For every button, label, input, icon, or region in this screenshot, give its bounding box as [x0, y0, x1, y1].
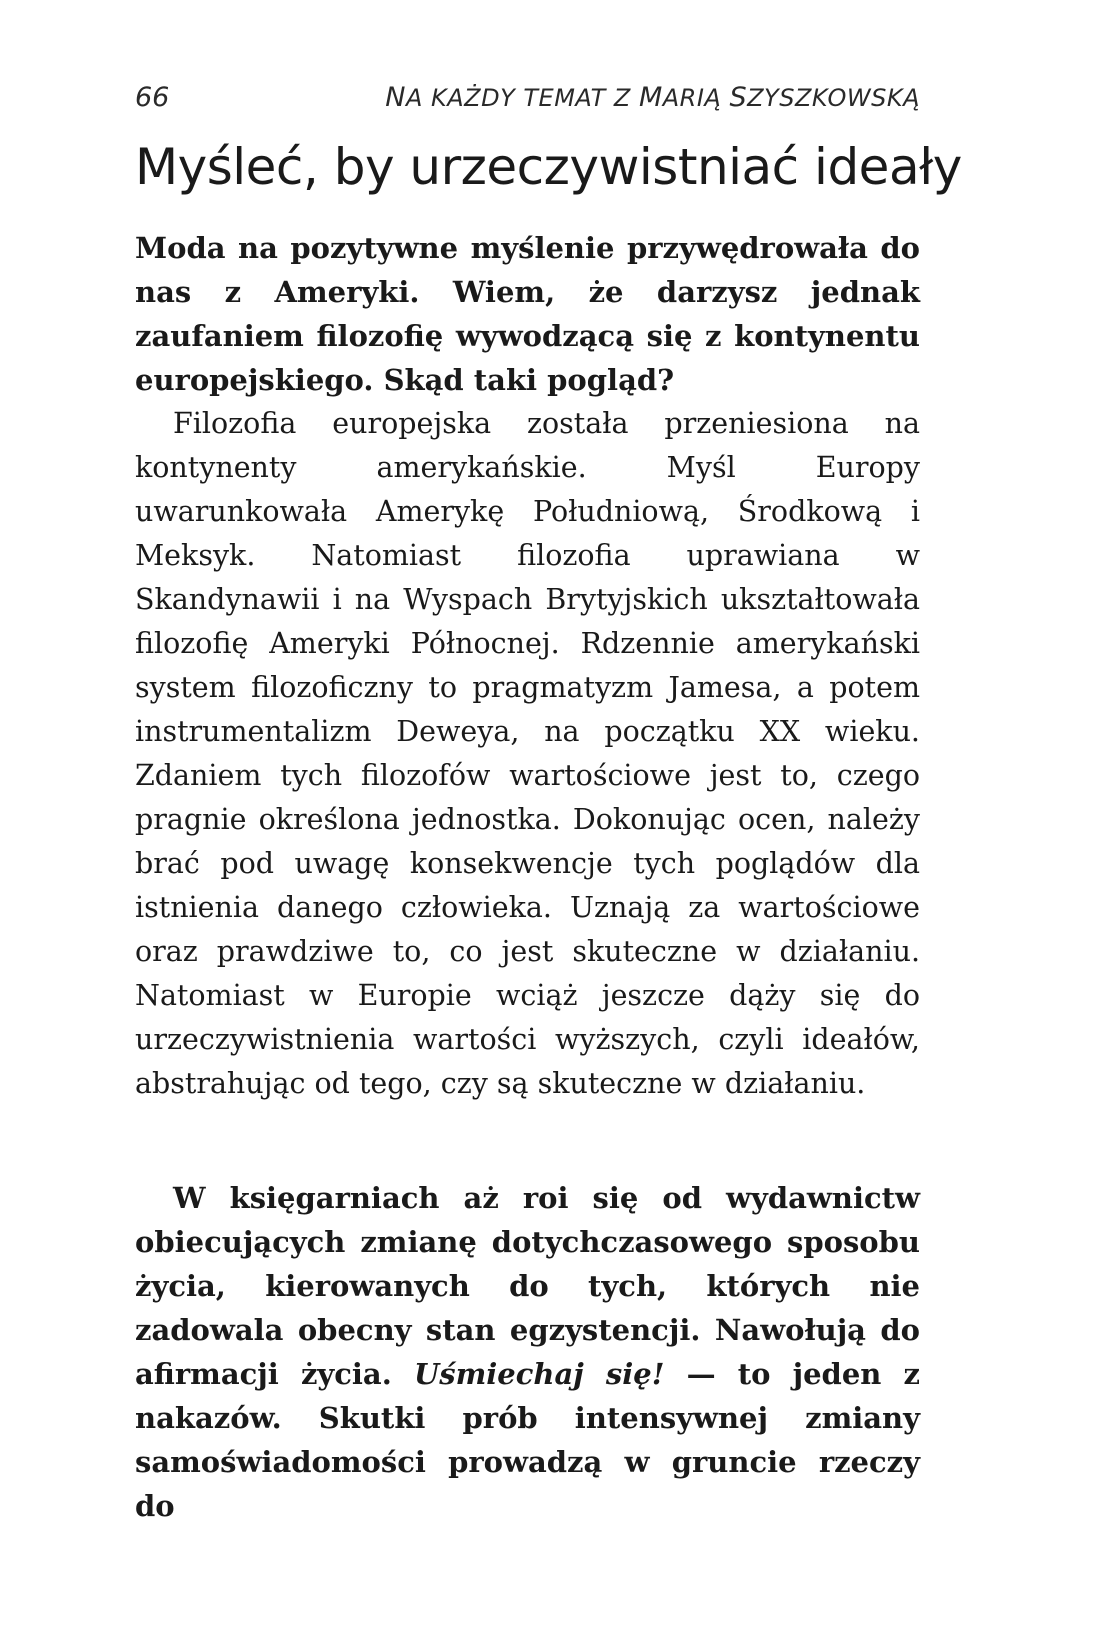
chapter-title: Myśleć, by urzeczywistniać ideały — [135, 138, 962, 196]
page-number: 66 — [135, 82, 170, 113]
book-page — [135, 70, 962, 1528]
question-2-text-end: — to jeden z nakazów. Skutki prób intensywnej zmiany samoświadomości prowadzą w gruncie rzeczy do — [135, 1357, 920, 1523]
running-title-part-3: ZYSZKOWSKĄ — [747, 84, 920, 112]
running-title-cap-2: M — [638, 82, 663, 113]
interview-question-1: Moda na pozytywne myślenie przywędrowała do nas z Ameryki. Wiem, że darzysz jednak zaufaniem filozofię wywodzącą się z kontynentu europejskiego. Skąd taki pogląd? — [135, 231, 920, 397]
interview-question-2 — [135, 1176, 920, 1528]
question-2-italic-phrase: Uśmiechaj się! — [413, 1357, 665, 1391]
question-2-text-start: W księgarniach aż roi się od wydawnictw obiecujących zmianę dotychczasowego sposobu życia, kierowanych do tych, których nie zadowala obecny stan egzystencji. Nawołują do afirmacji życia. — [135, 1181, 920, 1391]
running-title-part-1: A KAŻDY TEMAT Z — [405, 84, 639, 112]
running-title-cap-3: S — [729, 82, 748, 113]
interview-answer-1: Filozofia europejska została przeniesiona na kontynenty amerykańskie. Myśl Europy uwarunkowała Amerykę Południową, Środkową i Meksyk. Natomiast filozofia uprawiana w Skandynawii i na Wyspach Brytyjskich ukształtowała filozofię Ameryki Północnej. Rdzennie amerykański system filozoficzny to pragmatyzm Jamesa, a potem instrumentalizm Deweya, na początku XX wieku. Zdaniem tych filozofów wartościowe jest to, czego pragnie określona jednostka. Dokonując ocen, należy brać pod uwagę konsekwencje tych poglądów dla istnienia danego człowieka. Uznają za wartościowe oraz prawdziwe to, co jest skuteczne w działaniu. Natomiast w Europie wciąż jeszcze dąży się do urzeczywistnienia wartości wyższych, czyli ideałów, abstrahując od tego, czy są skuteczne w działaniu. — [135, 407, 920, 1100]
running-header — [135, 70, 920, 126]
running-title-cap-1: N — [385, 82, 406, 113]
running-title — [385, 70, 920, 126]
running-title-part-2: ARIĄ — [662, 84, 730, 112]
